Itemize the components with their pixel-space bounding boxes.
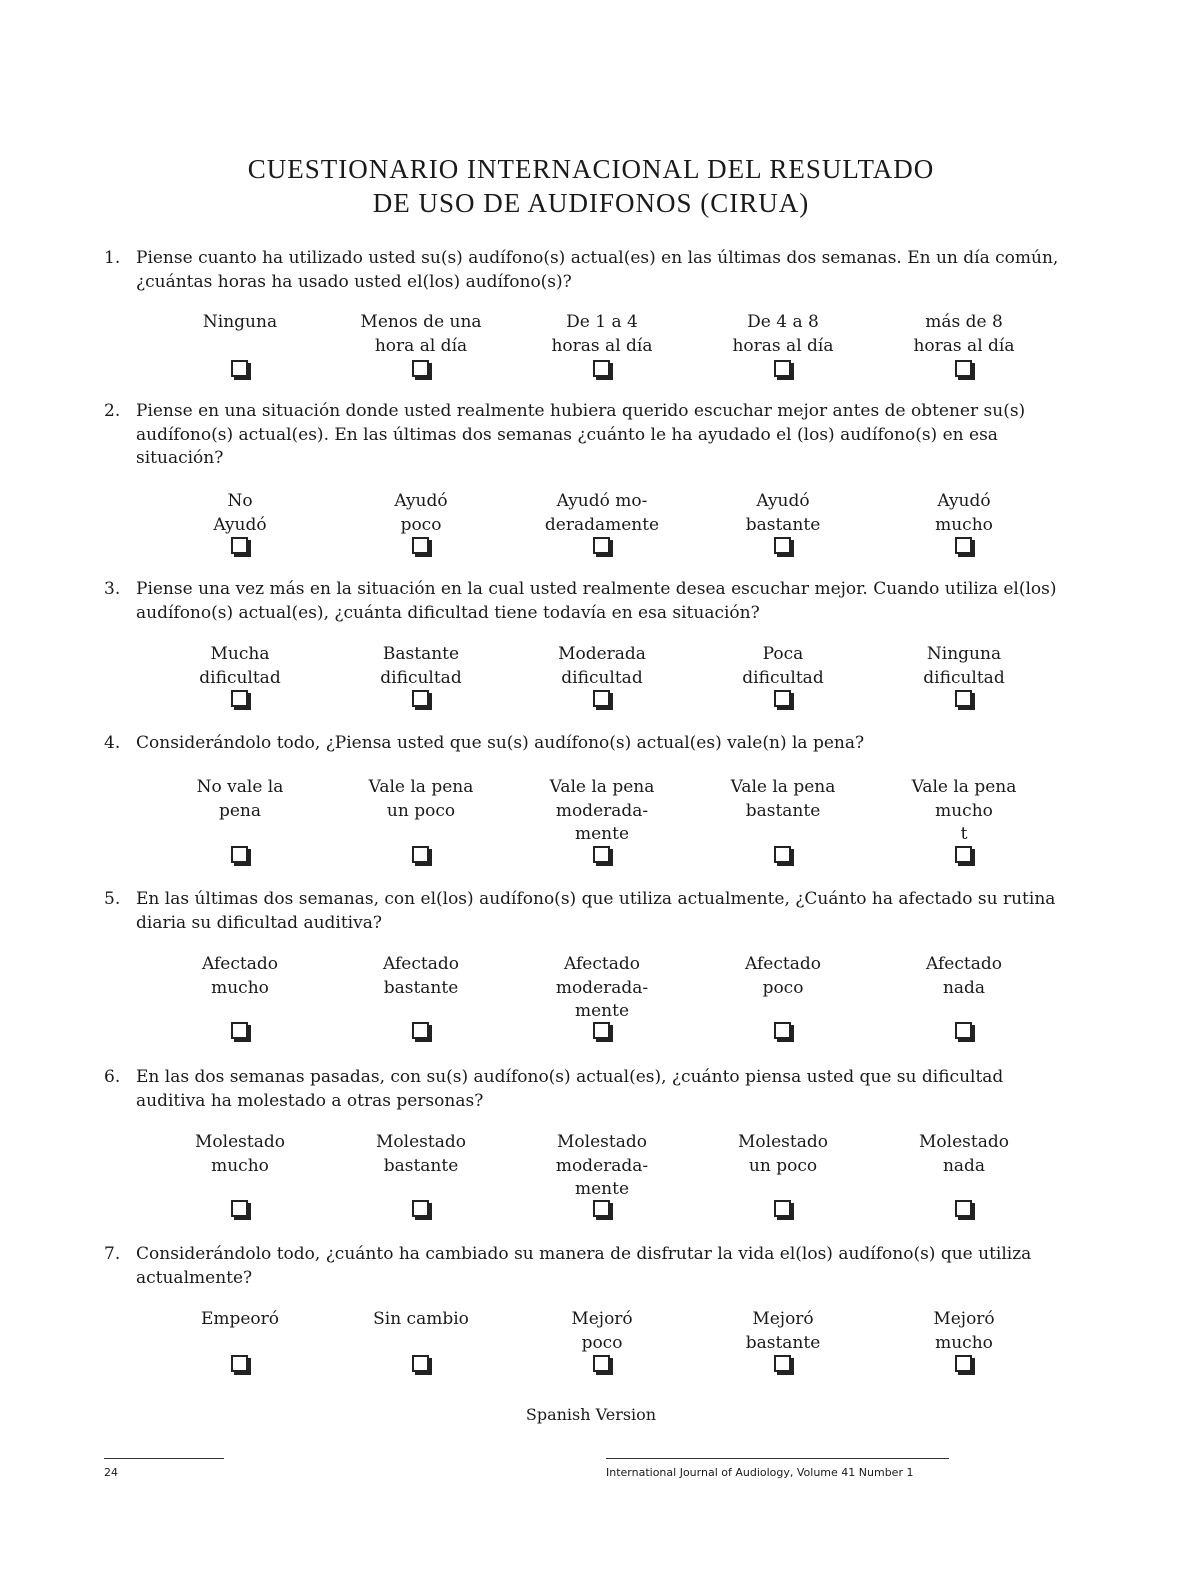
answer-option-label	[326, 1308, 516, 1332]
option-label-text: Vale la pena moderada- mente	[549, 777, 655, 844]
answer-checkbox[interactable]	[412, 1355, 429, 1372]
question-text: En las últimas dos semanas, con el(los) audífono(s) que utiliza actualmente, ¿Cuánto ha afectado su rutina diaria su dificultad auditiva?	[136, 889, 1056, 933]
answer-checkbox[interactable]	[774, 846, 791, 863]
answer-checkbox[interactable]	[593, 1355, 610, 1372]
answer-checkbox[interactable]	[774, 1200, 791, 1217]
question-5	[104, 888, 1064, 935]
question-text: Piense una vez más en la situación en la cual usted realmente desea escuchar mejor. Cuando utiliza el(los) audífono(s) actual(es), ¿cuánta dificultad tiene todavía en esa situación?	[136, 579, 1057, 623]
option-label-text: Afectado poco	[745, 954, 821, 998]
question-number: 2.	[104, 401, 121, 421]
answer-checkbox[interactable]	[774, 360, 791, 377]
question-text: Piense en una situación donde usted realmente hubiera querido escuchar mejor antes de obtener su(s) audífono(s) actual(es). En las últimas dos semanas ¿cuánto le ha ayudado el (los) audífono(s) en esa situación?	[136, 401, 1026, 468]
answer-option-label	[326, 1131, 516, 1178]
answer-option-label	[326, 490, 516, 537]
option-label-text: Vale la pena bastante	[730, 777, 836, 821]
answer-checkbox[interactable]	[774, 537, 791, 554]
answer-checkbox[interactable]	[774, 1022, 791, 1039]
answer-option-label	[688, 776, 878, 823]
option-label-text: Ayudó bastante	[745, 491, 821, 535]
answer-option-label	[869, 1131, 1059, 1178]
answer-checkbox[interactable]	[593, 537, 610, 554]
answer-option-label	[326, 311, 516, 358]
page-title	[0, 152, 1182, 220]
answer-checkbox[interactable]	[593, 360, 610, 377]
option-label-text: Mejoró poco	[571, 1309, 633, 1353]
option-label-text: Sin cambio	[373, 1309, 469, 1329]
question-4	[104, 732, 1064, 756]
answer-option-label	[145, 1308, 335, 1332]
option-label-text: Ayudó mo- deradamente	[544, 491, 660, 535]
title-line-1: CUESTIONARIO INTERNACIONAL DEL RESULTADO	[247, 154, 935, 184]
option-label-text: Ayudó poco	[394, 491, 448, 535]
option-label-text: De 1 a 4 horas al día	[551, 312, 653, 356]
question-text: En las dos semanas pasadas, con su(s) audífono(s) actual(es), ¿cuánto piensa usted que su dificultad auditiva ha molestado a otras personas?	[136, 1067, 1004, 1111]
question-6	[104, 1066, 1064, 1113]
option-label-text: De 4 a 8 horas al día	[732, 312, 834, 356]
option-label-text: No vale la pena	[196, 777, 284, 821]
answer-option-label	[145, 311, 335, 335]
question-number: 6.	[104, 1067, 121, 1087]
option-label-text: Afectado mucho	[202, 954, 278, 998]
option-label-text: Vale la pena un poco	[368, 777, 474, 821]
answer-checkbox[interactable]	[231, 846, 248, 863]
option-label-text: Empeoró	[200, 1309, 280, 1329]
question-number: 7.	[104, 1244, 121, 1264]
option-label-text: Afectado bastante	[383, 954, 459, 998]
answer-option-label	[507, 953, 697, 1024]
option-label-text: Afectado moderada- mente	[555, 954, 649, 1021]
answer-checkbox[interactable]	[412, 690, 429, 707]
answer-option-label	[688, 490, 878, 537]
answer-option-label	[507, 490, 697, 537]
option-label-text: más de 8 horas al día	[913, 312, 1015, 356]
answer-option-label	[145, 776, 335, 823]
answer-checkbox[interactable]	[412, 846, 429, 863]
answer-option-label	[145, 643, 335, 690]
answer-checkbox[interactable]	[955, 1022, 972, 1039]
question-number: 5.	[104, 889, 121, 909]
answer-option-label	[326, 776, 516, 823]
answer-checkbox[interactable]	[231, 1022, 248, 1039]
option-label-text: Molestado un poco	[738, 1132, 828, 1176]
title-line-2: DE USO DE AUDIFONOS (CIRUA)	[372, 188, 810, 218]
answer-option-label	[507, 643, 697, 690]
option-label-text: Afectado nada	[926, 954, 1002, 998]
answer-checkbox[interactable]	[593, 1022, 610, 1039]
option-label-text: Mejoró mucho	[933, 1309, 995, 1353]
question-number: 4.	[104, 733, 121, 753]
answer-option-label	[688, 311, 878, 358]
answer-checkbox[interactable]	[231, 1355, 248, 1372]
answer-option-label	[869, 953, 1059, 1000]
answer-checkbox[interactable]	[955, 1355, 972, 1372]
answer-checkbox[interactable]	[412, 1022, 429, 1039]
journal-footer: International Journal of Audiology, Volume 41 Number 1	[606, 1466, 914, 1479]
page-number: 24	[104, 1466, 118, 1479]
option-label-text: Ayudó mucho	[935, 491, 993, 535]
option-label-text: Poca dificultad	[742, 644, 824, 688]
question-2	[104, 400, 1064, 471]
answer-option-label	[869, 776, 1059, 847]
footer-rule-left	[104, 1458, 224, 1459]
answer-checkbox[interactable]	[231, 690, 248, 707]
answer-option-label	[688, 953, 878, 1000]
answer-option-label	[507, 1308, 697, 1355]
answer-option-label	[145, 1131, 335, 1178]
question-7	[104, 1243, 1064, 1290]
option-label-text: Molestado nada	[919, 1132, 1009, 1176]
footer-rule-right	[606, 1458, 949, 1459]
answer-checkbox[interactable]	[412, 1200, 429, 1217]
answer-option-label	[688, 1131, 878, 1178]
question-number: 3.	[104, 579, 121, 599]
answer-checkbox[interactable]	[955, 1200, 972, 1217]
answer-option-label	[869, 643, 1059, 690]
question-text: Considerándolo todo, ¿cuánto ha cambiado su manera de disfrutar la vida el(los) audífono(s) que utiliza actualmente?	[136, 1244, 1032, 1288]
answer-checkbox[interactable]	[955, 360, 972, 377]
answer-checkbox[interactable]	[593, 1200, 610, 1217]
answer-option-label	[145, 953, 335, 1000]
answer-option-label	[688, 643, 878, 690]
question-3	[104, 578, 1064, 625]
answer-checkbox[interactable]	[955, 846, 972, 863]
option-label-text: Moderada dificultad	[558, 644, 646, 688]
answer-option-label	[688, 1308, 878, 1355]
question-text: Piense cuanto ha utilizado usted su(s) audífono(s) actual(es) en las últimas dos semanas. En un día común, ¿cuántas horas ha usado usted el(los) audífono(s)?	[136, 248, 1059, 292]
answer-option-label	[326, 953, 516, 1000]
question-1	[104, 247, 1064, 294]
answer-checkbox[interactable]	[231, 537, 248, 554]
answer-checkbox[interactable]	[593, 846, 610, 863]
answer-option-label	[869, 311, 1059, 358]
option-label-text: Ninguna dificultad	[923, 644, 1005, 688]
answer-checkbox[interactable]	[955, 537, 972, 554]
option-label-text: Vale la pena mucho t	[911, 777, 1017, 844]
answer-checkbox[interactable]	[955, 690, 972, 707]
answer-option-label	[145, 490, 335, 537]
question-number: 1.	[104, 248, 121, 268]
question-text: Considerándolo todo, ¿Piensa usted que su(s) audífono(s) actual(es) vale(n) la pena?	[136, 733, 865, 753]
option-label-text: Mejoró bastante	[745, 1309, 821, 1353]
answer-checkbox[interactable]	[593, 690, 610, 707]
answer-checkbox[interactable]	[412, 360, 429, 377]
answer-checkbox[interactable]	[231, 1200, 248, 1217]
answer-option-label	[869, 490, 1059, 537]
answer-option-label	[507, 311, 697, 358]
answer-checkbox[interactable]	[412, 537, 429, 554]
answer-checkbox[interactable]	[774, 1355, 791, 1372]
option-label-text: Menos de una hora al día	[360, 312, 482, 356]
option-label-text: Ninguna	[202, 312, 278, 332]
answer-option-label	[326, 643, 516, 690]
option-label-text: Molestado moderada- mente	[555, 1132, 649, 1199]
option-label-text: Molestado mucho	[195, 1132, 285, 1176]
option-label-text: No Ayudó	[213, 491, 267, 535]
answer-checkbox[interactable]	[774, 690, 791, 707]
version-note: Spanish Version	[525, 1405, 657, 1424]
answer-checkbox[interactable]	[231, 360, 248, 377]
answer-option-label	[507, 1131, 697, 1202]
answer-option-label	[507, 776, 697, 847]
answer-option-label	[869, 1308, 1059, 1355]
option-label-text: Bastante dificultad	[380, 644, 462, 688]
option-label-text: Molestado bastante	[376, 1132, 466, 1176]
option-label-text: Mucha dificultad	[199, 644, 281, 688]
